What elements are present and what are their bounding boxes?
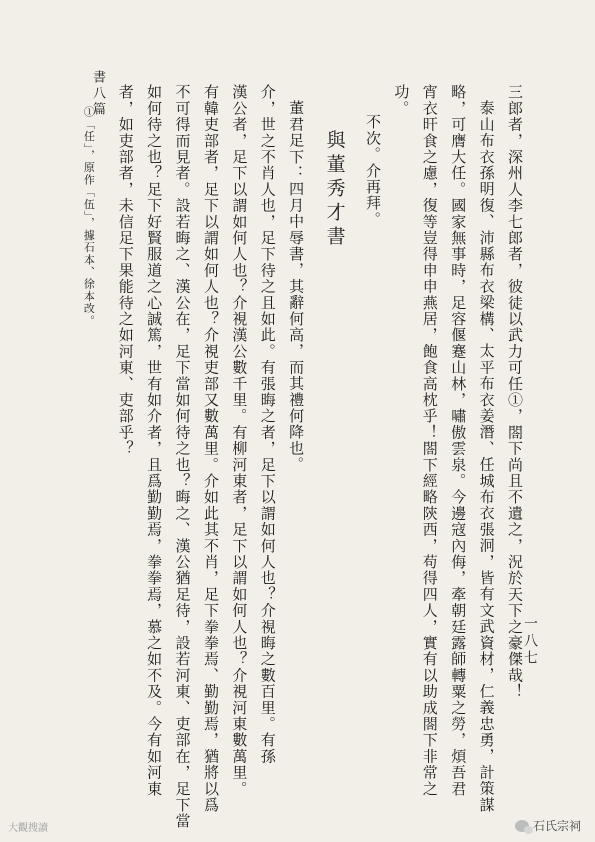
page-number: 一八七 <box>522 616 538 667</box>
text-column: 漢公者，足下以謂如何人也？介視漢公數千里。有柳河東者，足下以謂如何人也？介視河東數萬里。 <box>230 84 249 797</box>
text-column: 有韓吏部者，足下以謂如何人也？介視吏部又數萬里。介如此其不肖，足下拳拳焉、勤勤焉，猶將以爲 <box>201 84 220 813</box>
watermark-right-label: 石氏宗祠 <box>532 819 581 833</box>
text-column: 宵衣旰食之慮，復等豈得申申燕居，飽食高枕乎！閤下經略陝西，苟得四人，實有以助成閤下非常之 <box>420 84 439 797</box>
wechat-icon <box>515 820 529 832</box>
text-column: 如何待之也？足下好賢服道之心誠篤，世有如介者，且爲勤勤焉，拳拳焉，慕之如不及。今有如河東 <box>145 84 164 797</box>
text-column: 略，可膺大任。國家無事時，足容偃蹇山林，嘯傲雲泉。今邊寇內侮，牽朝廷露師轉粟之勞，煩吾君 <box>449 84 468 797</box>
watermark-right <box>515 817 581 834</box>
footnote: ①「任」，原作「伍」，據石本、徐本改。 <box>82 106 96 327</box>
text-column: 泰山布衣孫明復、沛縣布衣梁構、太平布衣姜潛、任城布衣張泂，皆有文武資材，仁義忠勇，計策謀 <box>477 100 496 813</box>
text-column: 者，如吏部者，未信足下果能待之如河東、吏部乎？ <box>116 84 135 457</box>
text-column: 不可得而見者。設若晦之、漢公在，足下當如何待之也？晦之、漢公猶足待，設若河東、吏部在，足下當 <box>173 84 192 830</box>
running-header: 書八篇 <box>90 70 105 118</box>
text-column: 介，世之不肖人也，足下待之且如此。有張晦之者，足下以謂如何人也？介視晦之數百里。有孫 <box>258 84 277 765</box>
watermark-left: 大觀搜讀 <box>8 823 48 834</box>
letter-salutation: 董君足下：四月中辱書，其辭何高，而其禮何降也。 <box>287 100 306 473</box>
text-column: 功。 <box>392 84 411 117</box>
letter-closing: 不次。介再拜。 <box>363 114 382 228</box>
text-column: 三郎者，深州人李七郎者，彼徒以武力可任①，閤下尚且不遺之，況於天下之豪傑哉！ <box>506 84 524 700</box>
main-text <box>59 84 529 830</box>
letter-title: 與董秀才書 <box>323 130 346 250</box>
